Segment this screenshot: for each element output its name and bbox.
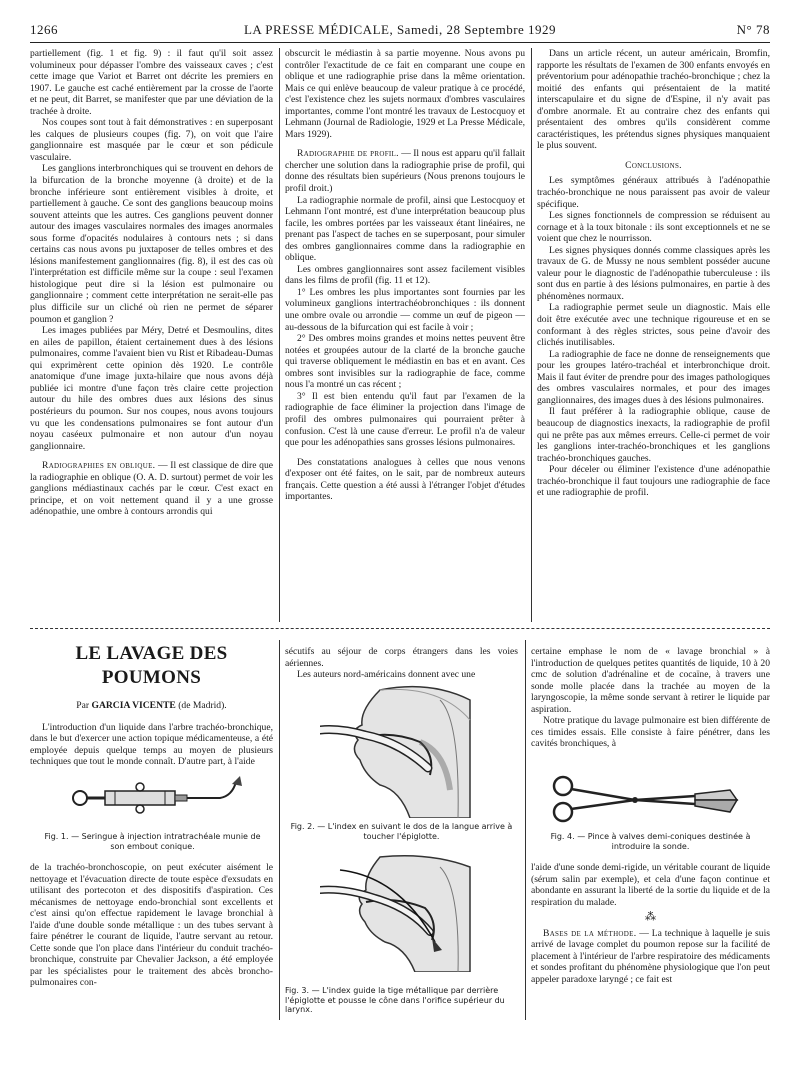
figure-2-caption: Fig. 2. — L'index en suivant le dos de la langue arrive à toucher l'épiglotte. — [290, 822, 513, 841]
article-column-3 — [531, 646, 770, 750]
paragraph — [531, 928, 770, 986]
paragraph: 2° Des ombres moins grandes et moins nettes peuvent être notées et groupées autour de la clarté de la bronche gauche qui traverse obliquement le médiastin en bas et en avant. Ces ombres sont invisibles sur la radiographie de face, comme nous l'a montré un cas récent ; — [285, 333, 525, 391]
article-column-1 — [30, 642, 273, 768]
paragraph: Nos coupes sont tout à fait démonstratives : en superposant les calques de plusieurs coupes (fig. 7), on voit que l'aire ganglionnaire est masquée par le cœur et son pédicule vasculaire. — [30, 117, 273, 163]
issue-number: N° 78 — [736, 22, 770, 37]
paragraph-text: — Il est classique de dire que la radiographie en oblique (O. A. D. surtout) permet de voir les ganglions médiastinaux cachés par le cœur. C'est exact en principe, et on voit nettement quand il y a une grosse adénopathie, une ombre à contours arrondis qui — [30, 460, 274, 518]
column-divider — [279, 640, 280, 1020]
column-divider — [531, 48, 532, 622]
paragraph: Les images publiées par Méry, Detré et Desmoulins, dites en ailes de papillon, étaient certainement dues à des lésions pulmonaires, comme l'avaient bien vu Rist et Ribadeau-Dumas qui exprimèrent cette opinion dès 1920. Le contrôle anatomique d'une image juxta-hilaire que nous avons déjà publiée ici montre d'une façon très claire cette projection autour du hile des ombres dues aux lésions des sinus postérieurs du poumon. Sur nos coupes, nous avons toujours vu que les condensations pulmonaires se font autour d'un noyau caséeux pulmonaire et non autour d'un noyau ganglionnaire. — [30, 325, 273, 452]
page-header — [30, 22, 770, 42]
paragraph-text: — Il nous est apparu qu'il fallait chercher une solution dans la radiographie prise de profil, qui donne des résultats bien supérieurs (Nous prenons toujours le profil droit.) — [285, 148, 525, 195]
top-column-2 — [285, 48, 525, 503]
column-divider — [279, 48, 280, 622]
paragraph: 1° Les ombres les plus importantes sont fournies par les volumineux ganglions intertrachéobronchiques : ils donnent une ombre ovale ou arrondie — comme un œuf de pigeon — au-dessous de la bifurcation qui est facile à voir ; — [285, 286, 525, 333]
figure-3-caption: Fig. 3. — L'index guide la tige métallique par derrière l'épiglotte et pousse le cône dans l'orifice supérieur du larynx. — [285, 986, 505, 1014]
paragraph: Dans un article récent, un auteur américain, Bromfin, rapporte les résultats de l'examen de 300 enfants envoyés en préventorium pour adénopathie trachéo-bronchique ; chez la moitié des enfants qui présentaient de la matité interscapulaire et du signe de d'Espine, il n'y avait pas d'ombre anormale. Et au contraire chez des enfants qui présentaient des ombres qu'ils considèrent comme caractéristiques, les prétendus signes physiques manquaient le plus souvent. — [537, 48, 770, 152]
paragraph: Des constatations analogues à celles que nous venons d'exposer ont été faites, on le sait, par de nombreux auteurs français. Cette question a été aussi à l'étranger l'objet d'études importantes. — [285, 456, 525, 503]
paragraph-text: — La technique à laquelle je suis arrivé de lavage complet du poumon repose sur la facilité de placement à l'intérieur de l'arbre respiratoire des médicaments et sondes profitant du phénomène physiologique que l'on peut appeler paradoxe laryngé ; ce fait est — [531, 927, 770, 985]
top-column-1 — [30, 48, 273, 518]
paragraph: Les symptômes généraux attribués à l'adénopathie trachéo-bronchique ne nous paraissent pas avoir de valeur spécifique. — [537, 175, 770, 210]
section-heading: Radiographie de profil. — [297, 148, 399, 160]
paragraph: sécutifs au séjour de corps étrangers dans les voies aériennes. — [285, 646, 518, 669]
page-number: 1266 — [30, 22, 58, 37]
paragraph: l'aide d'une sonde demi-rigide, un véritable courant de liquide (sérum salin par exemple), et cela d'une façon continue et abondante en assurant la liberté de la sortie du liquide et de la respiration du malade. — [531, 862, 770, 908]
paragraph: La radiographie normale de profil, ainsi que Lestocquoy et Lehmann l'ont montré, est d'une interprétation beaucoup plus facile, les ombres portées par les vaisseaux étant linéaires, ne prenant pas l'aspect de taches en se superposant, pour simuler des ombres ganglionnaires comme dans la radiographie en oblique. — [285, 194, 525, 264]
article-column-1-continued — [30, 862, 273, 989]
header-rule — [30, 42, 770, 43]
section-heading: Conclusions. — [625, 159, 682, 171]
paragraph: Les auteurs nord-américains donnent avec une — [297, 669, 476, 681]
paragraph: La radiographie permet seule un diagnostic. Mais elle doit être exécutée avec une technique rigoureuse et en se conformant à des règles strictes, sous peine d'avoir des clichés inutilisables. — [537, 302, 770, 349]
section-heading: Bases de la méthode. — [543, 927, 637, 939]
article-column-3-continued — [531, 862, 770, 985]
paragraph — [30, 460, 273, 518]
article-author — [30, 700, 273, 712]
paragraph — [285, 148, 525, 194]
syringe-illustration — [60, 770, 250, 820]
column-divider — [525, 640, 526, 1020]
paragraph: obscurcit le médiastin à sa partie moyenne. Nous avons pu contrôler l'exactitude de ce fait en comparant une coupe en oblique et une radiographie prise dans la même orientation. Mais ce qui enlève beaucoup de valeur pratique à ce procédé, c'est l'existence chez les sujets normaux d'ombres vasculaires importantes, comme l'ont montré les travaux de Lestocquoy et Lehmann (Journal de Radiologie, 1929 et La Presse Médicale, Mars 1929). — [285, 48, 525, 140]
journal-title: LA PRESSE MÉDICALE, Samedi, 28 Septembre 1929 — [243, 22, 557, 37]
section-break-asterism: ⁂ — [645, 911, 656, 924]
paragraph: Pour déceler ou éliminer l'existence d'une adénopathie trachéo-bronchique il faut toujours une radiographie de face et une radiographie de profil. — [537, 464, 770, 499]
paragraph: L'introduction d'un liquide dans l'arbre trachéo-bronchique, dans le but d'exercer une action topique médicamenteuse, a été employée depuis quelque temps au moyen de plusieurs techniques que tout le monde connaît. D'autre part, à l'aide — [30, 721, 273, 768]
forceps-illustration — [545, 770, 755, 830]
paragraph: Les signes physiques donnés comme classiques après les travaux de G. de Mussy ne nous semblent posséder aucune valeur pour le diagnostic de l'adénopathie tuberculeuse : ils sont dus en partie à des lésions pulmonaires, en partie à des phénomènes normaux. — [537, 244, 770, 302]
author-affiliation: (de Madrid). — [175, 700, 227, 711]
paragraph: Les signes fonctionnels de compression se réduisent au cornage et à la toux bitonale : ils sont exceptionnels et ne se voient que chez le nourrisson. — [537, 210, 770, 245]
author-prefix: Par — [76, 700, 92, 711]
paragraph: La radiographie de face ne donne de renseignements que pour les groupes latéro-trachéal et interbronchique droit. Mais il faut éviter de prendre pour des images pathologiques des ombres vasculaires normales, et pour des images ganglionnaires, des images dues à des lésions pulmonaires. — [537, 348, 770, 406]
section-separator — [30, 628, 770, 629]
article-column-2 — [285, 646, 518, 681]
section-heading: Radiographies en oblique. — [42, 460, 156, 472]
paragraph: certaine emphase le nom de « lavage bronchial » à l'introduction de quelques petites quantités de liquide, 10 à 20 cmc de solution d'adrénaline et de cocaïne, à travers une sonde molle placée dans la trachée au moyen de la laryngoscopie, la même sonde servant à retirer le liquide par aspiration. — [531, 646, 770, 715]
paragraph: Les ganglions interbronchiques qui se trouvent en dehors de la bifurcation de la bronche moyenne (à droite) et de la bronche inférieure sont entièrement visibles à droite, et partiellement à gauche. Ce sont des ganglions beaucoup moins souvent atteints que les autres. Ces ganglions peuvent donner autour des images vasculaires normales des images anormales sous forme d'opacités nodulaires à contours nets ; si dans certains cas nous avons pu juxtaposer de telles ombres et des lésions manifestement ganglionnaires (fig. 8), il est des cas où l'interprétation est difficile même sur la coupe : seul l'examen histologique peut dire si la lésion est pulmonaire ou ganglionnaire ; comment cette interprétation ne serait-elle pas plus difficile sur un cliché où rien ne permet de séparer poumon et ganglion ? — [30, 163, 273, 325]
article-title: LE LAVAGE DES POUMONS — [75, 643, 228, 688]
paragraph: Notre pratique du lavage pulmonaire est bien différente de ces timides essais. Elle consiste à faire pénétrer, dans les cavités bronchiques, à — [531, 715, 770, 750]
author-name: GARCIA VICENTE — [91, 700, 176, 711]
paragraph: partiellement (fig. 1 et fig. 9) : il faut qu'il soit assez volumineux pour dépasser l'ombre des vaisseaux caves ; c'est cette image que Variot et Barret ont décrite les premiers en 1907. Le gauche est caché entièrement par la crosse de l'aorte et ne peut, dit Barret, se manifester que par une déviation de la trachée à droite. — [30, 48, 273, 117]
figure-4-caption: Fig. 4. — Pince à valves demi-coniques destinée à introduire la sonde. — [550, 832, 751, 851]
paragraph: Il faut préférer à la radiographie oblique, cause de beaucoup de diagnostics inexacts, la radiographie de profil qui ne prête pas aux mêmes erreurs. Celle-ci permet de voir les ganglions inter-trachéo-bronchiques et les ganglions trachéo-bronchiques gauches. — [537, 406, 770, 464]
paragraph: 3° Il est bien entendu qu'il faut par l'examen de la radiographie de face éliminer la projection dans l'image de profil des ombres pulmonaires qui pourraient prêter à confusion. C'est là une cause d'erreur. Le profil n'a de valeur que pour les adénopathies sans grosses lésions pulmonaires. — [285, 390, 525, 449]
paragraph: Les ombres ganglionnaires sont assez facilement visibles dans les films de profil (fig. 11 et 12). — [285, 263, 525, 287]
head-profile-illustration-metal-rod — [320, 852, 510, 972]
top-column-3 — [537, 48, 770, 499]
figure-1-caption: Fig. 1. — Seringue à injection intratrachéale munie de son embout conique. — [44, 832, 261, 851]
head-profile-illustration-index-tongue — [320, 680, 510, 818]
paragraph: de la trachéo-bronchoscopie, on peut exécuter aisément le nettoyage et l'évacuation directe de toute espèce d'exsudats en utilisant des portecoton et des dispositifs d'aspiration. Ces mécanismes de nettoyage endo-bronchial sont excellents et c'est ainsi qu'on effectue rapidement le lavage bronchial à l'aide d'une double sonde métallique : un des tubes servant à faire pénétrer le courant de liquide, l'autre servant au retour. Cette sonde que l'on place dans l'intérieur du conduit trachéo-bronchique, construite par Chevalier Jackson, a été employée par les spécialistes pour le traitement des abcès broncho-pulmonaires con- — [30, 862, 273, 989]
